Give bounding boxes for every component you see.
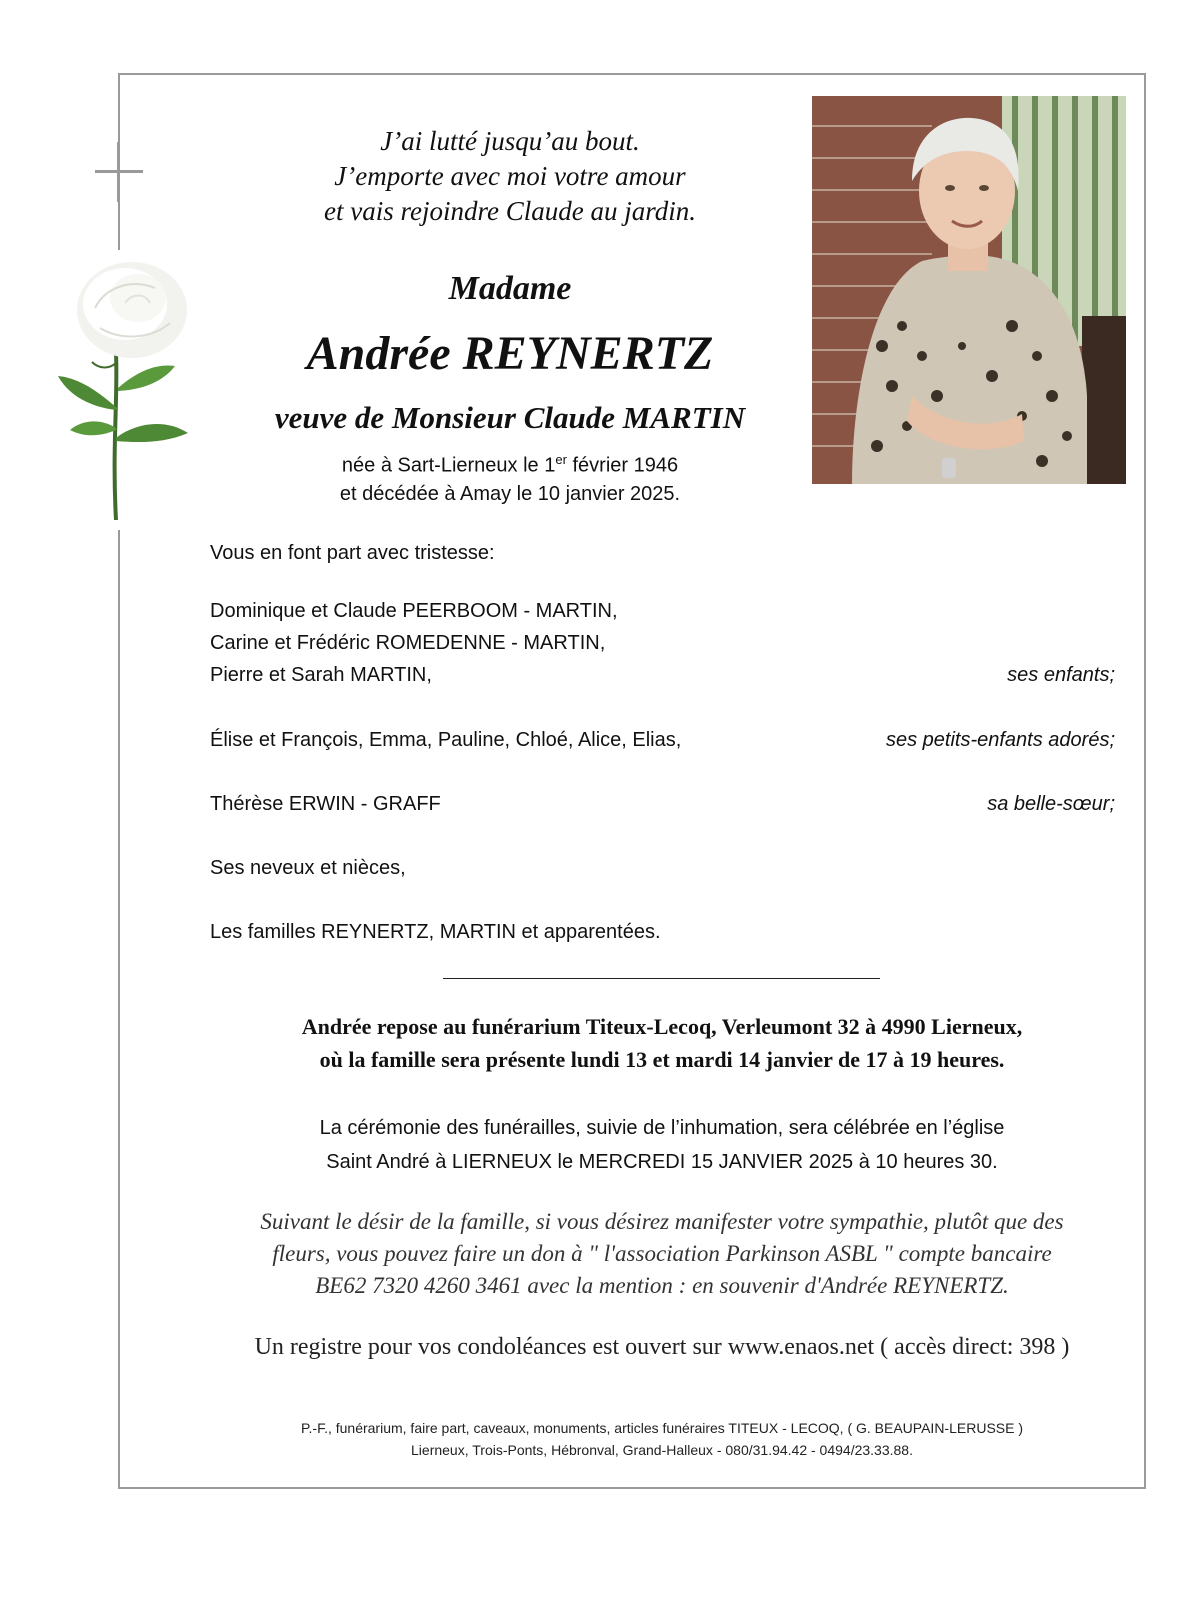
- family-names: Élise et François, Emma, Pauline, Chloé, Alice, Elias,: [210, 729, 682, 751]
- donation-info: [150, 1206, 1174, 1302]
- birth-prefix: née à Sart-Lierneux le 1: [341, 454, 556, 477]
- white-rose-image: [40, 258, 195, 520]
- family-relation: ses enfants;: [1007, 664, 1115, 686]
- condolence-registry: Un registre pour vos condoléances est ouvert sur www.enaos.net ( accès direct: 398 ): [254, 1334, 1070, 1360]
- family-relation: sa belle-sœur;: [987, 793, 1115, 815]
- ceremony-line: Saint André à LIERNEUX le MERCREDI 15 JANVIER 2025 à 10 heures 30.: [326, 1151, 998, 1173]
- poem: [250, 124, 770, 229]
- frame-left-lower: [118, 530, 120, 1489]
- family-names: Thérèse ERWIN - GRAFF: [210, 793, 441, 815]
- family-relation: ses petits-enfants adorés;: [885, 729, 1115, 751]
- death-line: et décédée à Amay le 10 janvier 2025.: [339, 483, 681, 505]
- poem-line: J’emporte avec moi votre amour: [334, 161, 686, 191]
- salutation: Madame: [448, 270, 572, 307]
- frame-bottom: [118, 1487, 1146, 1489]
- footer-line: Lierneux, Trois-Ponts, Hébronval, Grand-Halleux - 080/31.94.42 - 0494/23.33.88.: [411, 1442, 913, 1458]
- family-row: [210, 664, 1115, 694]
- donation-line: BE62 7320 4260 3461 avec la mention : en souvenir d'Andrée REYNERTZ.: [315, 1273, 1009, 1298]
- ceremony-line: La cérémonie des funérailles, suivie de l’inhumation, sera célébrée en l’église: [319, 1117, 1005, 1139]
- family-names: Les familles REYNERTZ, MARTIN et apparentées.: [210, 921, 661, 943]
- intro-text: Vous en font part avec tristesse:: [210, 542, 495, 564]
- poem-line: et vais rejoindre Claude au jardin.: [324, 196, 696, 226]
- donation-line: fleurs, vous pouvez faire un don à " l'association Parkinson ASBL " compte bancaire: [272, 1241, 1052, 1266]
- visitation-line: où la famille sera présente lundi 13 et mardi 14 janvier de 17 à 19 heures.: [319, 1047, 1005, 1072]
- visitation-info: [150, 1010, 1174, 1076]
- family-row: [210, 600, 1115, 630]
- family-names: Dominique et Claude PEERBOOM - MARTIN,: [210, 600, 618, 622]
- birth-line: [250, 452, 770, 478]
- donation-line: Suivant le désir de la famille, si vous désirez manifester votre sympathie, plutôt que des: [260, 1209, 1064, 1234]
- ceremony-info: [150, 1111, 1174, 1179]
- widow-of: veuve de Monsieur Claude MARTIN: [274, 400, 746, 435]
- poem-line: J’ai lutté jusqu’au bout.: [380, 126, 640, 156]
- portrait-photo: [812, 96, 1126, 484]
- divider: [443, 978, 880, 979]
- deceased-name: Andrée REYNERTZ: [306, 327, 714, 380]
- birth-sup: er: [555, 452, 567, 467]
- cross-icon: [95, 142, 143, 202]
- birth-suffix: février 1946: [566, 454, 679, 477]
- family-row: [210, 921, 1115, 951]
- family-row: [210, 857, 1115, 887]
- visitation-line: Andrée repose au funérarium Titeux-Lecoq, Verleumont 32 à 4990 Lierneux,: [301, 1014, 1023, 1039]
- family-row: [210, 729, 1115, 759]
- family-row: [210, 793, 1115, 823]
- footer-line: P.-F., funérarium, faire part, caveaux, monuments, articles funéraires TITEUX - LECOQ, ( G. BEAUPAIN-LERUSSE ): [300, 1420, 1024, 1436]
- frame-top: [118, 73, 1146, 75]
- footer: [150, 1417, 1174, 1461]
- family-names: Carine et Frédéric ROMEDENNE - MARTIN,: [210, 632, 606, 654]
- family-row: [210, 632, 1115, 662]
- family-names: Pierre et Sarah MARTIN,: [210, 664, 432, 686]
- family-names: Ses neveux et nièces,: [210, 857, 406, 879]
